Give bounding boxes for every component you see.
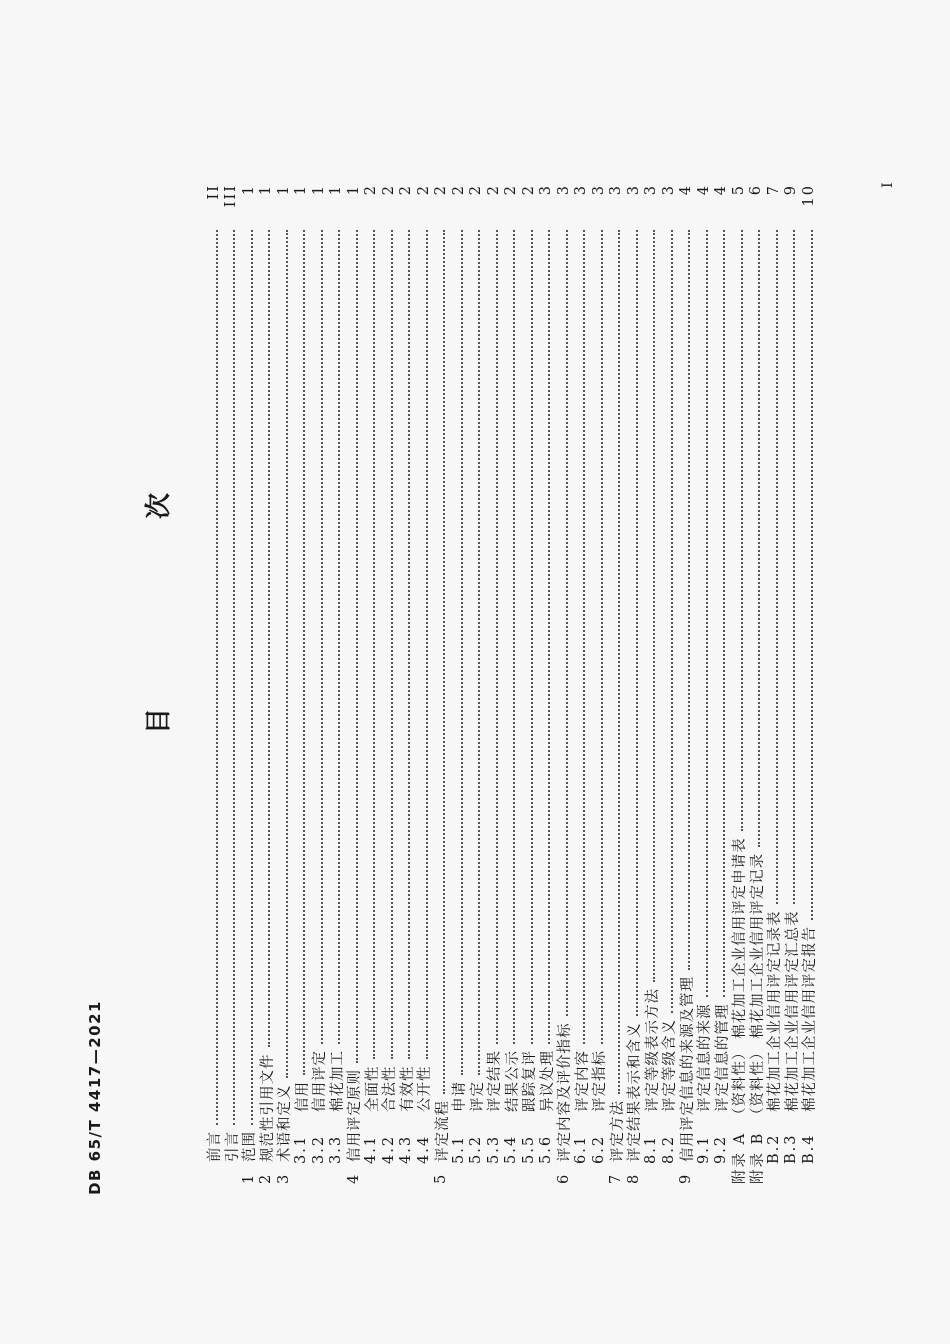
toc-entry-label: 评定内容及评价指标 bbox=[557, 1022, 574, 1162]
toc-entry-number: 5.6 bbox=[538, 1134, 555, 1164]
toc-entry[interactable] bbox=[503, 184, 521, 1184]
toc-entry-label: 公开性 bbox=[417, 1065, 434, 1112]
toc-entry-number: B.2 bbox=[765, 1133, 782, 1164]
toc-entry-page: 1 bbox=[328, 184, 345, 196]
dot-leader bbox=[618, 230, 620, 1094]
dot-leader bbox=[303, 230, 305, 1075]
toc-entry-label: 异议处理 bbox=[539, 1050, 556, 1112]
dot-leader bbox=[391, 230, 393, 1060]
dot-leader bbox=[723, 230, 725, 998]
toc-entry-page: 2 bbox=[503, 184, 520, 196]
toc-entry-page: 3 bbox=[538, 184, 555, 196]
toc-entry-page: 1 bbox=[258, 184, 275, 196]
toc-entry-page: 5 bbox=[730, 184, 747, 196]
toc-entry-number: 5.3 bbox=[485, 1134, 502, 1164]
toc-entry-number: 5.1 bbox=[450, 1134, 467, 1164]
toc-entry-page: 3 bbox=[660, 184, 677, 196]
toc-entry-number: 5.2 bbox=[468, 1134, 485, 1164]
toc-entry-number: 5 bbox=[433, 1172, 450, 1184]
toc-entry-page: 1 bbox=[293, 184, 310, 196]
toc-entry-number: 附录 B bbox=[749, 1131, 766, 1184]
toc-entry-label: 评定结果 bbox=[487, 1050, 504, 1112]
table-of-contents bbox=[205, 184, 818, 1184]
toc-entry-page: 3 bbox=[625, 184, 642, 196]
toc-entry[interactable] bbox=[520, 184, 538, 1184]
toc-entry-page: 3 bbox=[573, 184, 590, 196]
toc-entry-label: 评定等级表示方法 bbox=[644, 988, 661, 1112]
toc-entry[interactable] bbox=[398, 184, 416, 1184]
toc-entry-page: 2 bbox=[380, 184, 397, 196]
toc-entry-label: 评定结果表示和含义 bbox=[627, 1022, 644, 1162]
toc-entry-label: 评定流程 bbox=[434, 1100, 451, 1162]
toc-entry-page: 2 bbox=[363, 184, 380, 196]
toc-entry-page: II bbox=[205, 184, 222, 200]
standard-code: DB 65/T 4417—2021 bbox=[86, 1000, 104, 1195]
toc-entry-number: 3 bbox=[275, 1172, 292, 1184]
dot-leader bbox=[286, 230, 288, 1079]
dot-leader bbox=[776, 230, 778, 905]
toc-entry[interactable] bbox=[450, 184, 468, 1184]
toc-entry-label: 信用评定 bbox=[312, 1050, 329, 1112]
toc-entry-number: 8.1 bbox=[643, 1134, 660, 1164]
toc-entry-label: 信用评定原则 bbox=[347, 1069, 364, 1162]
toc-entry-label: 棉花加工 bbox=[329, 1050, 346, 1112]
toc-entry[interactable] bbox=[240, 184, 258, 1184]
dot-leader bbox=[356, 230, 358, 1063]
dot-leader bbox=[321, 230, 323, 1044]
dot-leader bbox=[251, 230, 253, 1125]
toc-entry-label: 评定信息的来源 bbox=[697, 1003, 714, 1112]
dot-leader bbox=[443, 230, 445, 1094]
toc-entry-page: 2 bbox=[485, 184, 502, 196]
toc-entry-page: 1 bbox=[310, 184, 327, 196]
toc-entry[interactable] bbox=[485, 184, 503, 1184]
toc-entry[interactable] bbox=[345, 184, 363, 1184]
dot-leader bbox=[216, 230, 218, 1125]
toc-entry-number: 9.2 bbox=[713, 1134, 730, 1164]
dot-leader bbox=[758, 230, 760, 847]
toc-entry-number: 8.2 bbox=[660, 1134, 677, 1164]
dot-leader bbox=[373, 230, 375, 1060]
toc-entry[interactable] bbox=[258, 184, 276, 1184]
toc-entry[interactable] bbox=[468, 184, 486, 1184]
toc-entry-label: 引言 bbox=[224, 1131, 241, 1162]
toc-entry-page: 2 bbox=[415, 184, 432, 196]
toc-entry-page: 2 bbox=[398, 184, 415, 196]
toc-entry-number: 5.5 bbox=[520, 1134, 537, 1164]
toc-entry[interactable] bbox=[555, 184, 573, 1184]
toc-entry-label: （资料性） 棉花加工企业信用评定申请表 bbox=[732, 837, 749, 1122]
toc-entry-number: 3.2 bbox=[310, 1134, 327, 1164]
toc-entry-number: 4.1 bbox=[363, 1134, 380, 1164]
toc-entry-number: 4.3 bbox=[398, 1134, 415, 1164]
dot-leader bbox=[408, 230, 410, 1060]
toc-entry-label: 评定 bbox=[469, 1081, 486, 1112]
toc-entry-label: 棉花加工企业信用评定记录表 bbox=[767, 910, 784, 1112]
toc-entry[interactable] bbox=[293, 184, 311, 1184]
toc-entry-label: 范围 bbox=[242, 1131, 259, 1162]
toc-entry-number: 4 bbox=[345, 1172, 362, 1184]
dot-leader bbox=[496, 230, 498, 1044]
toc-entry[interactable] bbox=[415, 184, 433, 1184]
toc-entry[interactable] bbox=[800, 184, 818, 1184]
toc-entry-label: 棉花加工企业信用评定汇总表 bbox=[784, 910, 801, 1112]
toc-entry-label: 评定指标 bbox=[592, 1050, 609, 1112]
toc-entry-label: 跟踪复评 bbox=[522, 1050, 539, 1112]
toc-entry-page: 3 bbox=[643, 184, 660, 196]
toc-entry-number: 4.2 bbox=[380, 1134, 397, 1164]
toc-entry-label: 合法性 bbox=[382, 1065, 399, 1112]
toc-entry-label: 术语和定义 bbox=[277, 1084, 294, 1162]
toc-entry-page: 3 bbox=[555, 184, 572, 196]
toc-entry-page: 4 bbox=[695, 184, 712, 196]
dot-leader bbox=[478, 230, 480, 1075]
dot-leader bbox=[583, 230, 585, 1044]
toc-entry-page: III bbox=[223, 184, 240, 208]
toc-entry[interactable] bbox=[573, 184, 591, 1184]
dot-leader bbox=[811, 230, 813, 920]
toc-entry-number: B.4 bbox=[800, 1133, 817, 1164]
toc-entry-label: 全面性 bbox=[364, 1065, 381, 1112]
dot-leader bbox=[513, 230, 515, 1044]
toc-entry-page: 7 bbox=[765, 184, 782, 196]
toc-entry-number: 7 bbox=[608, 1172, 625, 1184]
toc-entry-number: 3.3 bbox=[328, 1134, 345, 1164]
toc-entry[interactable] bbox=[205, 184, 223, 1184]
toc-entry-number: 5.4 bbox=[503, 1134, 520, 1164]
page-number: I bbox=[880, 182, 896, 188]
toc-entry[interactable] bbox=[433, 184, 451, 1184]
toc-entry[interactable] bbox=[223, 184, 241, 1184]
dot-leader bbox=[338, 230, 340, 1044]
toc-entry-label: 信用评定信息的来源及管理 bbox=[679, 976, 696, 1162]
toc-entry-page: 1 bbox=[345, 184, 362, 196]
toc-entry-label: 评定信息的管理 bbox=[714, 1003, 731, 1112]
page-title: 目 次 bbox=[144, 402, 174, 734]
dot-leader bbox=[601, 230, 603, 1044]
toc-entry-label: （资料性） 棉花加工企业信用评定记录 bbox=[749, 852, 766, 1122]
toc-entry[interactable] bbox=[275, 184, 293, 1184]
toc-entry-label: 信用 bbox=[294, 1081, 311, 1112]
toc-entry-number: 附录 A bbox=[732, 1131, 749, 1184]
dot-leader bbox=[531, 230, 533, 1044]
toc-entry-label: 规范性引用文件 bbox=[259, 1053, 276, 1162]
toc-entry-label: 有效性 bbox=[399, 1065, 416, 1112]
toc-entry-page: 3 bbox=[590, 184, 607, 196]
toc-entry-number: 9.1 bbox=[695, 1134, 712, 1164]
toc-entry-number: 6.1 bbox=[573, 1134, 590, 1164]
dot-leader bbox=[268, 230, 270, 1048]
dot-leader bbox=[741, 230, 743, 831]
toc-entry-page: 9 bbox=[783, 184, 800, 196]
dot-leader bbox=[548, 230, 550, 1044]
toc-entry-number: 1 bbox=[240, 1172, 257, 1184]
dot-leader bbox=[233, 230, 235, 1125]
toc-entry-number: 4.4 bbox=[415, 1134, 432, 1164]
toc-entry-page: 4 bbox=[678, 184, 695, 196]
toc-entry-label: 棉花加工企业信用评定报告 bbox=[802, 926, 819, 1112]
toc-entry-page: 1 bbox=[275, 184, 292, 196]
toc-entry-label: 前言 bbox=[207, 1131, 224, 1162]
toc-entry-number: 2 bbox=[258, 1172, 275, 1184]
dot-leader bbox=[636, 230, 638, 1017]
dot-leader bbox=[653, 230, 655, 982]
dot-leader bbox=[793, 230, 795, 905]
toc-entry-page: 2 bbox=[433, 184, 450, 196]
toc-entry[interactable] bbox=[380, 184, 398, 1184]
toc-entry-page: 2 bbox=[450, 184, 467, 196]
toc-entry[interactable] bbox=[590, 184, 608, 1184]
dot-leader bbox=[461, 230, 463, 1075]
toc-entry-page: 2 bbox=[468, 184, 485, 196]
dot-leader bbox=[706, 230, 708, 998]
toc-entry-label: 评定内容 bbox=[574, 1050, 591, 1112]
toc-entry-page: 3 bbox=[608, 184, 625, 196]
toc-entry-number: 6 bbox=[555, 1172, 572, 1184]
dot-leader bbox=[688, 230, 690, 970]
toc-entry-number: 8 bbox=[625, 1172, 642, 1184]
dot-leader bbox=[566, 230, 568, 1017]
toc-entry-page: 10 bbox=[800, 184, 817, 207]
toc-entry-label: 结果公示 bbox=[504, 1050, 521, 1112]
toc-entry-page: 6 bbox=[748, 184, 765, 196]
toc-entry-page: 1 bbox=[240, 184, 257, 196]
toc-entry-label: 评定等级含义 bbox=[662, 1019, 679, 1112]
toc-entry[interactable] bbox=[310, 184, 328, 1184]
toc-entry-number: 6.2 bbox=[590, 1134, 607, 1164]
toc-entry-number: 3.1 bbox=[293, 1134, 310, 1164]
toc-entry-page: 2 bbox=[520, 184, 537, 196]
toc-entry[interactable] bbox=[363, 184, 381, 1184]
toc-entry-number: B.3 bbox=[783, 1133, 800, 1164]
toc-entry-page: 4 bbox=[713, 184, 730, 196]
toc-entry-label: 申请 bbox=[452, 1081, 469, 1112]
toc-entry-label: 评定方法 bbox=[609, 1100, 626, 1162]
dot-leader bbox=[426, 230, 428, 1060]
dot-leader bbox=[671, 230, 673, 1013]
toc-entry-number: 9 bbox=[678, 1172, 695, 1184]
toc-entry[interactable] bbox=[328, 184, 346, 1184]
